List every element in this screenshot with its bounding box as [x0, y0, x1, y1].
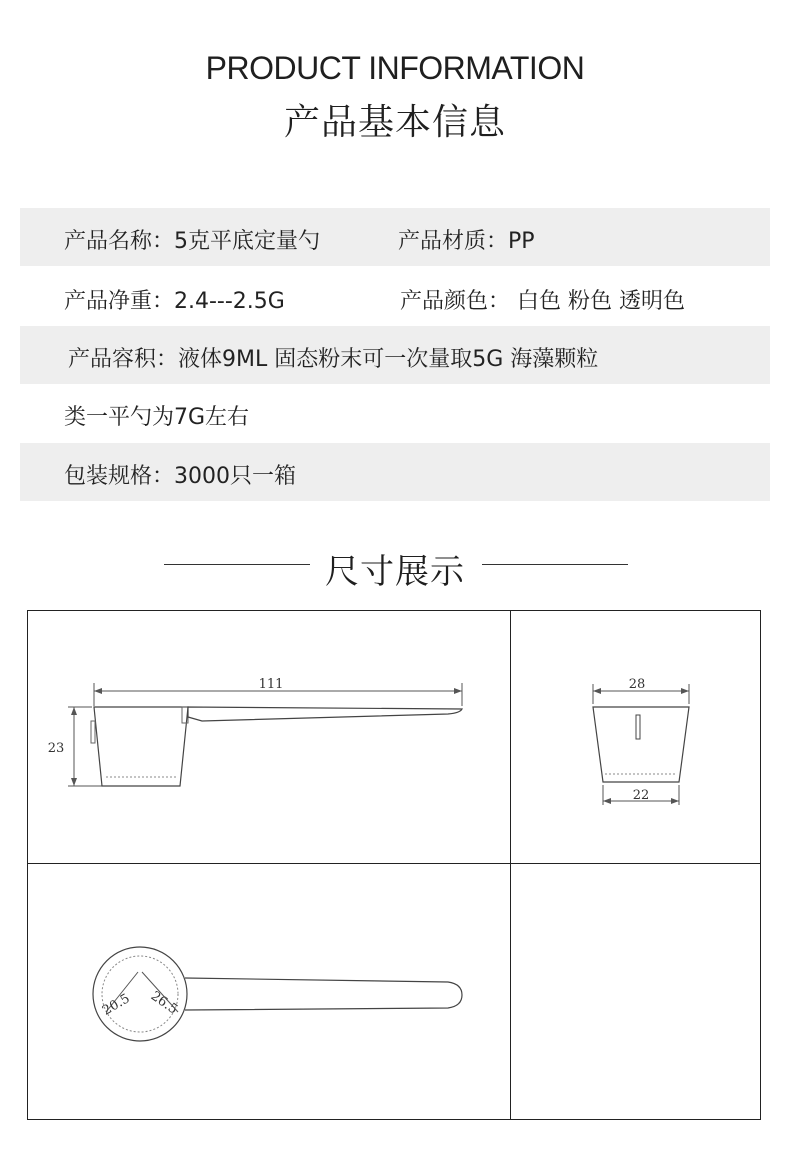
- info-row-name-material: [20, 208, 770, 266]
- top-inner-diameter-label: 20.5: [99, 991, 133, 1019]
- title-english: PRODUCT INFORMATION: [205, 50, 585, 86]
- info-row-weight-color: [20, 268, 770, 326]
- top-view-drawing: [28, 864, 510, 1120]
- product-name: 产品名称：5克平底定量勺: [64, 229, 320, 254]
- product-capacity: 产品容积：液体9ML 固态粉末可一次量取5G 海藻颗粒: [68, 347, 599, 372]
- size-heading: [0, 540, 790, 590]
- info-row-packaging: [20, 443, 770, 501]
- size-heading-text: 尺寸展示: [325, 552, 465, 592]
- front-top-width-label: 28: [628, 677, 646, 692]
- info-row-capacity: [20, 326, 770, 384]
- dimension-grid: [27, 610, 761, 1120]
- product-color: 产品颜色： 白色 粉色 透明色: [400, 289, 685, 314]
- product-weight: 产品净重：2.4---2.5G: [64, 289, 285, 314]
- side-length-label: 111: [258, 677, 284, 692]
- top-outer-diameter-label: 26.5: [147, 988, 181, 1018]
- product-material: 产品材质：PP: [398, 229, 535, 254]
- front-bottom-width-label: 22: [632, 788, 650, 803]
- front-view-drawing: [511, 611, 762, 863]
- heading-line-right: [482, 564, 628, 565]
- side-view-drawing: [28, 611, 510, 863]
- side-height-label: 23: [47, 741, 65, 756]
- product-capacity-continued: 类一平勺为7G左右: [64, 405, 250, 430]
- info-row-capacity-cont: [20, 384, 770, 442]
- title-chinese: 产品基本信息: [283, 102, 506, 143]
- product-packaging: 包装规格：3000只一箱: [64, 464, 296, 489]
